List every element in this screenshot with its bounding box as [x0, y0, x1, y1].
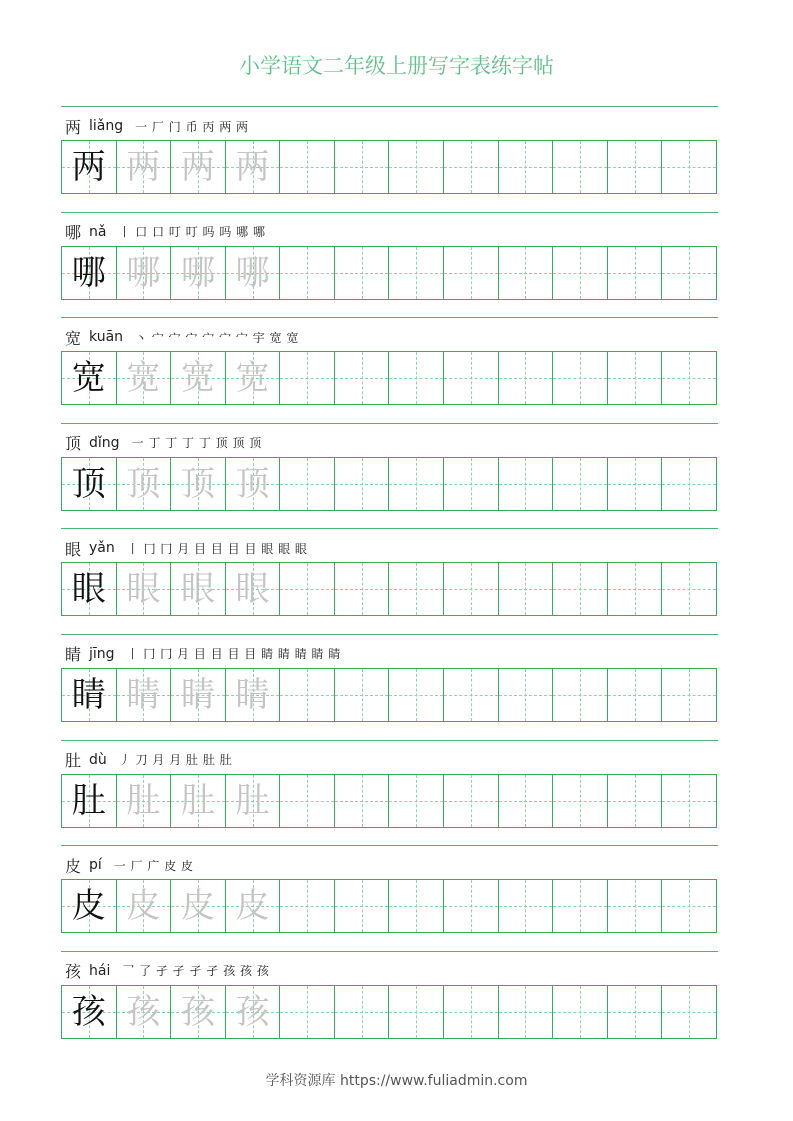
- guide-line-horizontal: [280, 589, 334, 590]
- practice-cell[interactable]: [444, 669, 499, 721]
- guide-line-horizontal: [608, 589, 662, 590]
- guide-line-horizontal: [499, 695, 553, 696]
- practice-cell[interactable]: [280, 669, 335, 721]
- practice-row: [61, 951, 718, 1057]
- model-character: 孩: [71, 991, 106, 1032]
- practice-cell[interactable]: [553, 880, 608, 932]
- model-cell: [62, 458, 117, 510]
- guide-line-horizontal: [499, 167, 553, 168]
- trace-cell: [226, 880, 281, 932]
- practice-cell[interactable]: [608, 247, 663, 299]
- guide-line-horizontal: [499, 484, 553, 485]
- practice-cell[interactable]: [444, 458, 499, 510]
- practice-cell[interactable]: [499, 775, 554, 827]
- stroke-order: 一 厂 门 币 丙 两 两: [135, 119, 249, 134]
- guide-line-horizontal: [499, 589, 553, 590]
- guide-line-horizontal: [335, 167, 389, 168]
- trace-cell: [171, 563, 226, 615]
- guide-line-horizontal: [553, 695, 607, 696]
- guide-line-horizontal: [553, 273, 607, 274]
- guide-line-horizontal: [608, 167, 662, 168]
- guide-line-horizontal: [444, 273, 498, 274]
- guide-line-horizontal: [444, 167, 498, 168]
- header-character: 两: [65, 117, 82, 137]
- row-divider: [61, 528, 718, 529]
- practice-cell[interactable]: [444, 563, 499, 615]
- trace-character: 睛: [235, 674, 270, 715]
- guide-line-horizontal: [662, 695, 716, 696]
- model-character: 哪: [71, 252, 106, 293]
- writing-grid: [61, 562, 717, 616]
- practice-cell[interactable]: [662, 352, 716, 404]
- header-character: 眼: [65, 539, 82, 559]
- trace-character: 皮: [180, 886, 215, 927]
- stroke-order: 丨 冂 冂 月 目 目 目 目 眼 眼 眼: [126, 541, 308, 556]
- trace-cell: [117, 352, 172, 404]
- model-cell: [62, 775, 117, 827]
- writing-grid: [61, 879, 717, 933]
- trace-character: 两: [180, 147, 215, 187]
- trace-cell: [171, 352, 226, 404]
- trace-cell: [171, 986, 226, 1038]
- practice-cell[interactable]: [553, 563, 608, 615]
- guide-line-horizontal: [444, 589, 498, 590]
- trace-character: 肚: [180, 780, 215, 821]
- practice-cell[interactable]: [389, 775, 444, 827]
- trace-character: 孩: [180, 991, 215, 1032]
- trace-character: 孩: [126, 991, 161, 1032]
- practice-cell[interactable]: [499, 563, 554, 615]
- practice-cell[interactable]: [444, 880, 499, 932]
- trace-cell: [171, 247, 226, 299]
- trace-cell: [117, 141, 172, 193]
- practice-cell[interactable]: [662, 458, 716, 510]
- trace-character: 宽: [180, 358, 215, 399]
- trace-cell: [171, 880, 226, 932]
- header-character: 睛: [65, 645, 82, 665]
- guide-line-horizontal: [553, 167, 607, 168]
- practice-cell[interactable]: [335, 986, 390, 1038]
- model-cell: [62, 563, 117, 615]
- trace-character: 皮: [235, 886, 270, 927]
- pinyin: liǎng: [89, 118, 124, 134]
- model-cell: [62, 141, 117, 193]
- pinyin: kuān: [89, 329, 124, 346]
- guide-line-horizontal: [335, 801, 389, 802]
- stroke-order: 一 厂 广 皮 皮: [113, 858, 194, 873]
- guide-line-horizontal: [553, 906, 607, 907]
- model-character: 两: [71, 147, 106, 187]
- model-character: 宽: [71, 358, 106, 399]
- practice-cell[interactable]: [499, 458, 554, 510]
- guide-line-horizontal: [389, 589, 443, 590]
- trace-character: 眼: [126, 569, 161, 610]
- trace-cell: [226, 986, 281, 1038]
- practice-cell[interactable]: [389, 880, 444, 932]
- trace-cell: [226, 141, 281, 193]
- page-footer: [0, 1070, 793, 1090]
- row-divider: [61, 845, 718, 846]
- model-cell: [62, 247, 117, 299]
- row-divider: [61, 106, 718, 107]
- row-header: [65, 115, 249, 137]
- model-character: 睛: [71, 674, 106, 715]
- header-character: 肚: [65, 751, 82, 771]
- guide-line-horizontal: [280, 273, 334, 274]
- writing-grid: [61, 774, 717, 828]
- guide-line-horizontal: [444, 801, 498, 802]
- stroke-order: 丶 宀 宀 宀 宀 宀 宀 宇 宽 宽: [135, 330, 299, 345]
- trace-cell: [117, 563, 172, 615]
- row-header: [65, 432, 262, 454]
- practice-cell[interactable]: [444, 352, 499, 404]
- practice-row: [61, 740, 718, 846]
- trace-character: 顶: [180, 463, 215, 504]
- trace-cell: [117, 880, 172, 932]
- practice-cell[interactable]: [553, 458, 608, 510]
- practice-cell[interactable]: [662, 986, 716, 1038]
- pinyin: dù: [89, 751, 107, 768]
- practice-cell[interactable]: [499, 141, 554, 193]
- practice-cell[interactable]: [389, 352, 444, 404]
- guide-line-horizontal: [444, 1012, 498, 1013]
- header-character: 宽: [65, 328, 82, 348]
- guide-line-horizontal: [608, 378, 662, 379]
- trace-character: 宽: [235, 358, 270, 399]
- trace-cell: [171, 458, 226, 510]
- guide-line-horizontal: [444, 378, 498, 379]
- row-divider: [61, 740, 718, 741]
- practice-cell[interactable]: [444, 141, 499, 193]
- guide-line-horizontal: [553, 1012, 607, 1013]
- practice-cell[interactable]: [608, 880, 663, 932]
- model-character: 肚: [71, 780, 106, 821]
- header-character: 孩: [65, 962, 82, 982]
- trace-character: 顶: [235, 463, 270, 504]
- model-cell: [62, 352, 117, 404]
- guide-line-horizontal: [389, 378, 443, 379]
- guide-line-horizontal: [608, 906, 662, 907]
- guide-line-horizontal: [280, 695, 334, 696]
- row-header: [65, 643, 341, 665]
- practice-cell[interactable]: [280, 563, 335, 615]
- guide-line-horizontal: [608, 695, 662, 696]
- writing-grid: [61, 351, 717, 405]
- stroke-order: 乛 了 孑 孑 孑 孑 孩 孩 孩: [122, 964, 270, 979]
- practice-cell[interactable]: [499, 880, 554, 932]
- guide-line-horizontal: [389, 906, 443, 907]
- pinyin: jīng: [89, 645, 115, 662]
- trace-character: 肚: [126, 780, 161, 821]
- practice-cell[interactable]: [608, 458, 663, 510]
- stroke-order: 丨 冂 冂 月 目 目 目 目 睛 睛 睛 睛 睛: [126, 647, 341, 662]
- guide-line-horizontal: [499, 906, 553, 907]
- trace-character: 顶: [126, 463, 161, 504]
- practice-cell[interactable]: [335, 880, 390, 932]
- practice-cell[interactable]: [280, 880, 335, 932]
- guide-line-horizontal: [662, 1012, 716, 1013]
- guide-line-horizontal: [499, 801, 553, 802]
- trace-character: 哪: [180, 252, 215, 293]
- writing-grid: [61, 246, 717, 300]
- practice-cell[interactable]: [335, 352, 390, 404]
- trace-character: 两: [126, 147, 161, 187]
- practice-cell[interactable]: [608, 352, 663, 404]
- practice-cell[interactable]: [389, 563, 444, 615]
- practice-cell[interactable]: [553, 986, 608, 1038]
- trace-cell: [117, 669, 172, 721]
- guide-line-horizontal: [553, 801, 607, 802]
- guide-line-horizontal: [662, 589, 716, 590]
- row-header: [65, 960, 269, 982]
- practice-cell[interactable]: [553, 141, 608, 193]
- header-character: 顶: [65, 434, 82, 454]
- guide-line-horizontal: [280, 484, 334, 485]
- row-header: [65, 749, 232, 771]
- row-divider: [61, 317, 718, 318]
- practice-cell[interactable]: [280, 986, 335, 1038]
- trace-character: 睛: [126, 674, 161, 715]
- practice-cell[interactable]: [553, 669, 608, 721]
- guide-line-horizontal: [389, 484, 443, 485]
- practice-cell[interactable]: [280, 247, 335, 299]
- practice-cell[interactable]: [389, 986, 444, 1038]
- practice-cell[interactable]: [553, 775, 608, 827]
- row-divider: [61, 634, 718, 635]
- guide-line-horizontal: [444, 484, 498, 485]
- guide-line-horizontal: [662, 484, 716, 485]
- practice-cell[interactable]: [608, 986, 663, 1038]
- practice-cell[interactable]: [662, 775, 716, 827]
- practice-cell[interactable]: [499, 986, 554, 1038]
- row-header: [65, 326, 299, 348]
- guide-line-horizontal: [662, 273, 716, 274]
- guide-line-horizontal: [444, 695, 498, 696]
- guide-line-horizontal: [335, 273, 389, 274]
- trace-cell: [226, 669, 281, 721]
- header-character: 哪: [65, 223, 82, 243]
- practice-row: [61, 845, 718, 951]
- model-cell: [62, 880, 117, 932]
- trace-cell: [226, 775, 281, 827]
- trace-cell: [171, 775, 226, 827]
- writing-grid: [61, 457, 717, 511]
- guide-line-horizontal: [335, 589, 389, 590]
- trace-cell: [226, 352, 281, 404]
- guide-line-horizontal: [280, 1012, 334, 1013]
- guide-line-horizontal: [335, 695, 389, 696]
- practice-cell[interactable]: [553, 352, 608, 404]
- guide-line-horizontal: [280, 906, 334, 907]
- model-character: 眼: [71, 569, 106, 610]
- guide-line-horizontal: [389, 1012, 443, 1013]
- writing-grid: [61, 985, 717, 1039]
- practice-cell[interactable]: [499, 247, 554, 299]
- practice-cell[interactable]: [280, 141, 335, 193]
- guide-line-horizontal: [280, 378, 334, 379]
- row-header: [65, 537, 307, 559]
- writing-grid: [61, 140, 717, 194]
- practice-cell[interactable]: [608, 563, 663, 615]
- practice-cell[interactable]: [444, 247, 499, 299]
- guide-line-horizontal: [499, 273, 553, 274]
- guide-line-horizontal: [335, 484, 389, 485]
- guide-line-horizontal: [280, 167, 334, 168]
- practice-cell[interactable]: [553, 247, 608, 299]
- pinyin: hái: [89, 962, 111, 979]
- practice-cell[interactable]: [662, 563, 716, 615]
- trace-character: 眼: [235, 569, 270, 610]
- practice-cell[interactable]: [335, 247, 390, 299]
- practice-cell[interactable]: [389, 458, 444, 510]
- practice-cell[interactable]: [499, 669, 554, 721]
- guide-line-horizontal: [335, 906, 389, 907]
- guide-line-horizontal: [662, 801, 716, 802]
- guide-line-horizontal: [553, 378, 607, 379]
- guide-line-horizontal: [662, 378, 716, 379]
- guide-line-horizontal: [389, 167, 443, 168]
- guide-line-horizontal: [608, 1012, 662, 1013]
- guide-line-horizontal: [608, 801, 662, 802]
- trace-character: 眼: [180, 569, 215, 610]
- trace-character: 孩: [235, 991, 270, 1032]
- guide-line-horizontal: [499, 378, 553, 379]
- trace-character: 皮: [126, 886, 161, 927]
- pinyin: dǐng: [89, 434, 120, 451]
- practice-cell[interactable]: [280, 352, 335, 404]
- trace-cell: [226, 563, 281, 615]
- practice-cell[interactable]: [608, 669, 663, 721]
- row-divider: [61, 423, 718, 424]
- stroke-order: 丿 刀 月 月 肚 肚 肚: [118, 753, 233, 768]
- row-divider: [61, 212, 718, 213]
- practice-cell[interactable]: [608, 141, 663, 193]
- trace-character: 两: [235, 147, 270, 187]
- practice-row: [61, 528, 718, 634]
- model-character: 皮: [71, 886, 106, 927]
- practice-cell[interactable]: [662, 880, 716, 932]
- trace-cell: [117, 986, 172, 1038]
- pinyin: pí: [89, 857, 102, 874]
- trace-cell: [226, 458, 281, 510]
- guide-line-horizontal: [499, 1012, 553, 1013]
- practice-cell[interactable]: [335, 563, 390, 615]
- practice-sheet: [61, 106, 718, 1056]
- guide-line-horizontal: [335, 1012, 389, 1013]
- trace-cell: [117, 775, 172, 827]
- guide-line-horizontal: [444, 906, 498, 907]
- trace-character: 哪: [235, 252, 270, 293]
- writing-grid: [61, 668, 717, 722]
- practice-cell[interactable]: [280, 775, 335, 827]
- practice-cell[interactable]: [335, 775, 390, 827]
- pinyin: nǎ: [89, 223, 107, 240]
- practice-cell[interactable]: [335, 141, 390, 193]
- practice-cell[interactable]: [335, 458, 390, 510]
- practice-cell[interactable]: [389, 247, 444, 299]
- guide-line-horizontal: [553, 484, 607, 485]
- guide-line-horizontal: [389, 273, 443, 274]
- guide-line-horizontal: [389, 801, 443, 802]
- trace-cell: [117, 247, 172, 299]
- trace-character: 哪: [126, 252, 161, 293]
- practice-cell[interactable]: [608, 775, 663, 827]
- practice-cell[interactable]: [662, 141, 716, 193]
- guide-line-horizontal: [608, 484, 662, 485]
- trace-character: 宽: [126, 358, 161, 399]
- guide-line-horizontal: [608, 273, 662, 274]
- stroke-order: 丨 口 口 叮 叮 吗 吗 哪 哪: [118, 225, 266, 240]
- guide-line-horizontal: [662, 167, 716, 168]
- guide-line-horizontal: [389, 695, 443, 696]
- page-title: 小学语文二年级上册写字表练字帖: [239, 54, 554, 78]
- practice-cell[interactable]: [499, 352, 554, 404]
- trace-character: 睛: [180, 674, 215, 715]
- trace-cell: [171, 141, 226, 193]
- guide-line-horizontal: [335, 378, 389, 379]
- practice-row: [61, 317, 718, 423]
- practice-row: [61, 212, 718, 318]
- row-header: [65, 854, 194, 876]
- pinyin: yǎn: [89, 540, 115, 557]
- practice-row: [61, 423, 718, 529]
- guide-line-horizontal: [662, 906, 716, 907]
- stroke-order: 一 丁 丁 丁 丁 顶 顶 顶: [131, 436, 262, 451]
- practice-cell[interactable]: [389, 141, 444, 193]
- trace-cell: [226, 247, 281, 299]
- practice-cell[interactable]: [389, 669, 444, 721]
- footer-source-text: 学科资源库 https://www.fuliadmin.com: [265, 1073, 528, 1089]
- row-divider: [61, 951, 718, 952]
- guide-line-horizontal: [553, 589, 607, 590]
- row-header: [65, 221, 266, 243]
- practice-row: [61, 634, 718, 740]
- header-character: 皮: [65, 856, 82, 876]
- practice-cell[interactable]: [335, 669, 390, 721]
- guide-line-horizontal: [280, 801, 334, 802]
- model-character: 顶: [71, 463, 106, 504]
- practice-cell[interactable]: [280, 458, 335, 510]
- practice-cell[interactable]: [444, 775, 499, 827]
- trace-cell: [117, 458, 172, 510]
- practice-cell[interactable]: [662, 669, 716, 721]
- trace-character: 肚: [235, 780, 270, 821]
- practice-cell[interactable]: [444, 986, 499, 1038]
- trace-cell: [171, 669, 226, 721]
- practice-cell[interactable]: [662, 247, 716, 299]
- model-cell: [62, 986, 117, 1038]
- model-cell: [62, 669, 117, 721]
- practice-row: [61, 106, 718, 212]
